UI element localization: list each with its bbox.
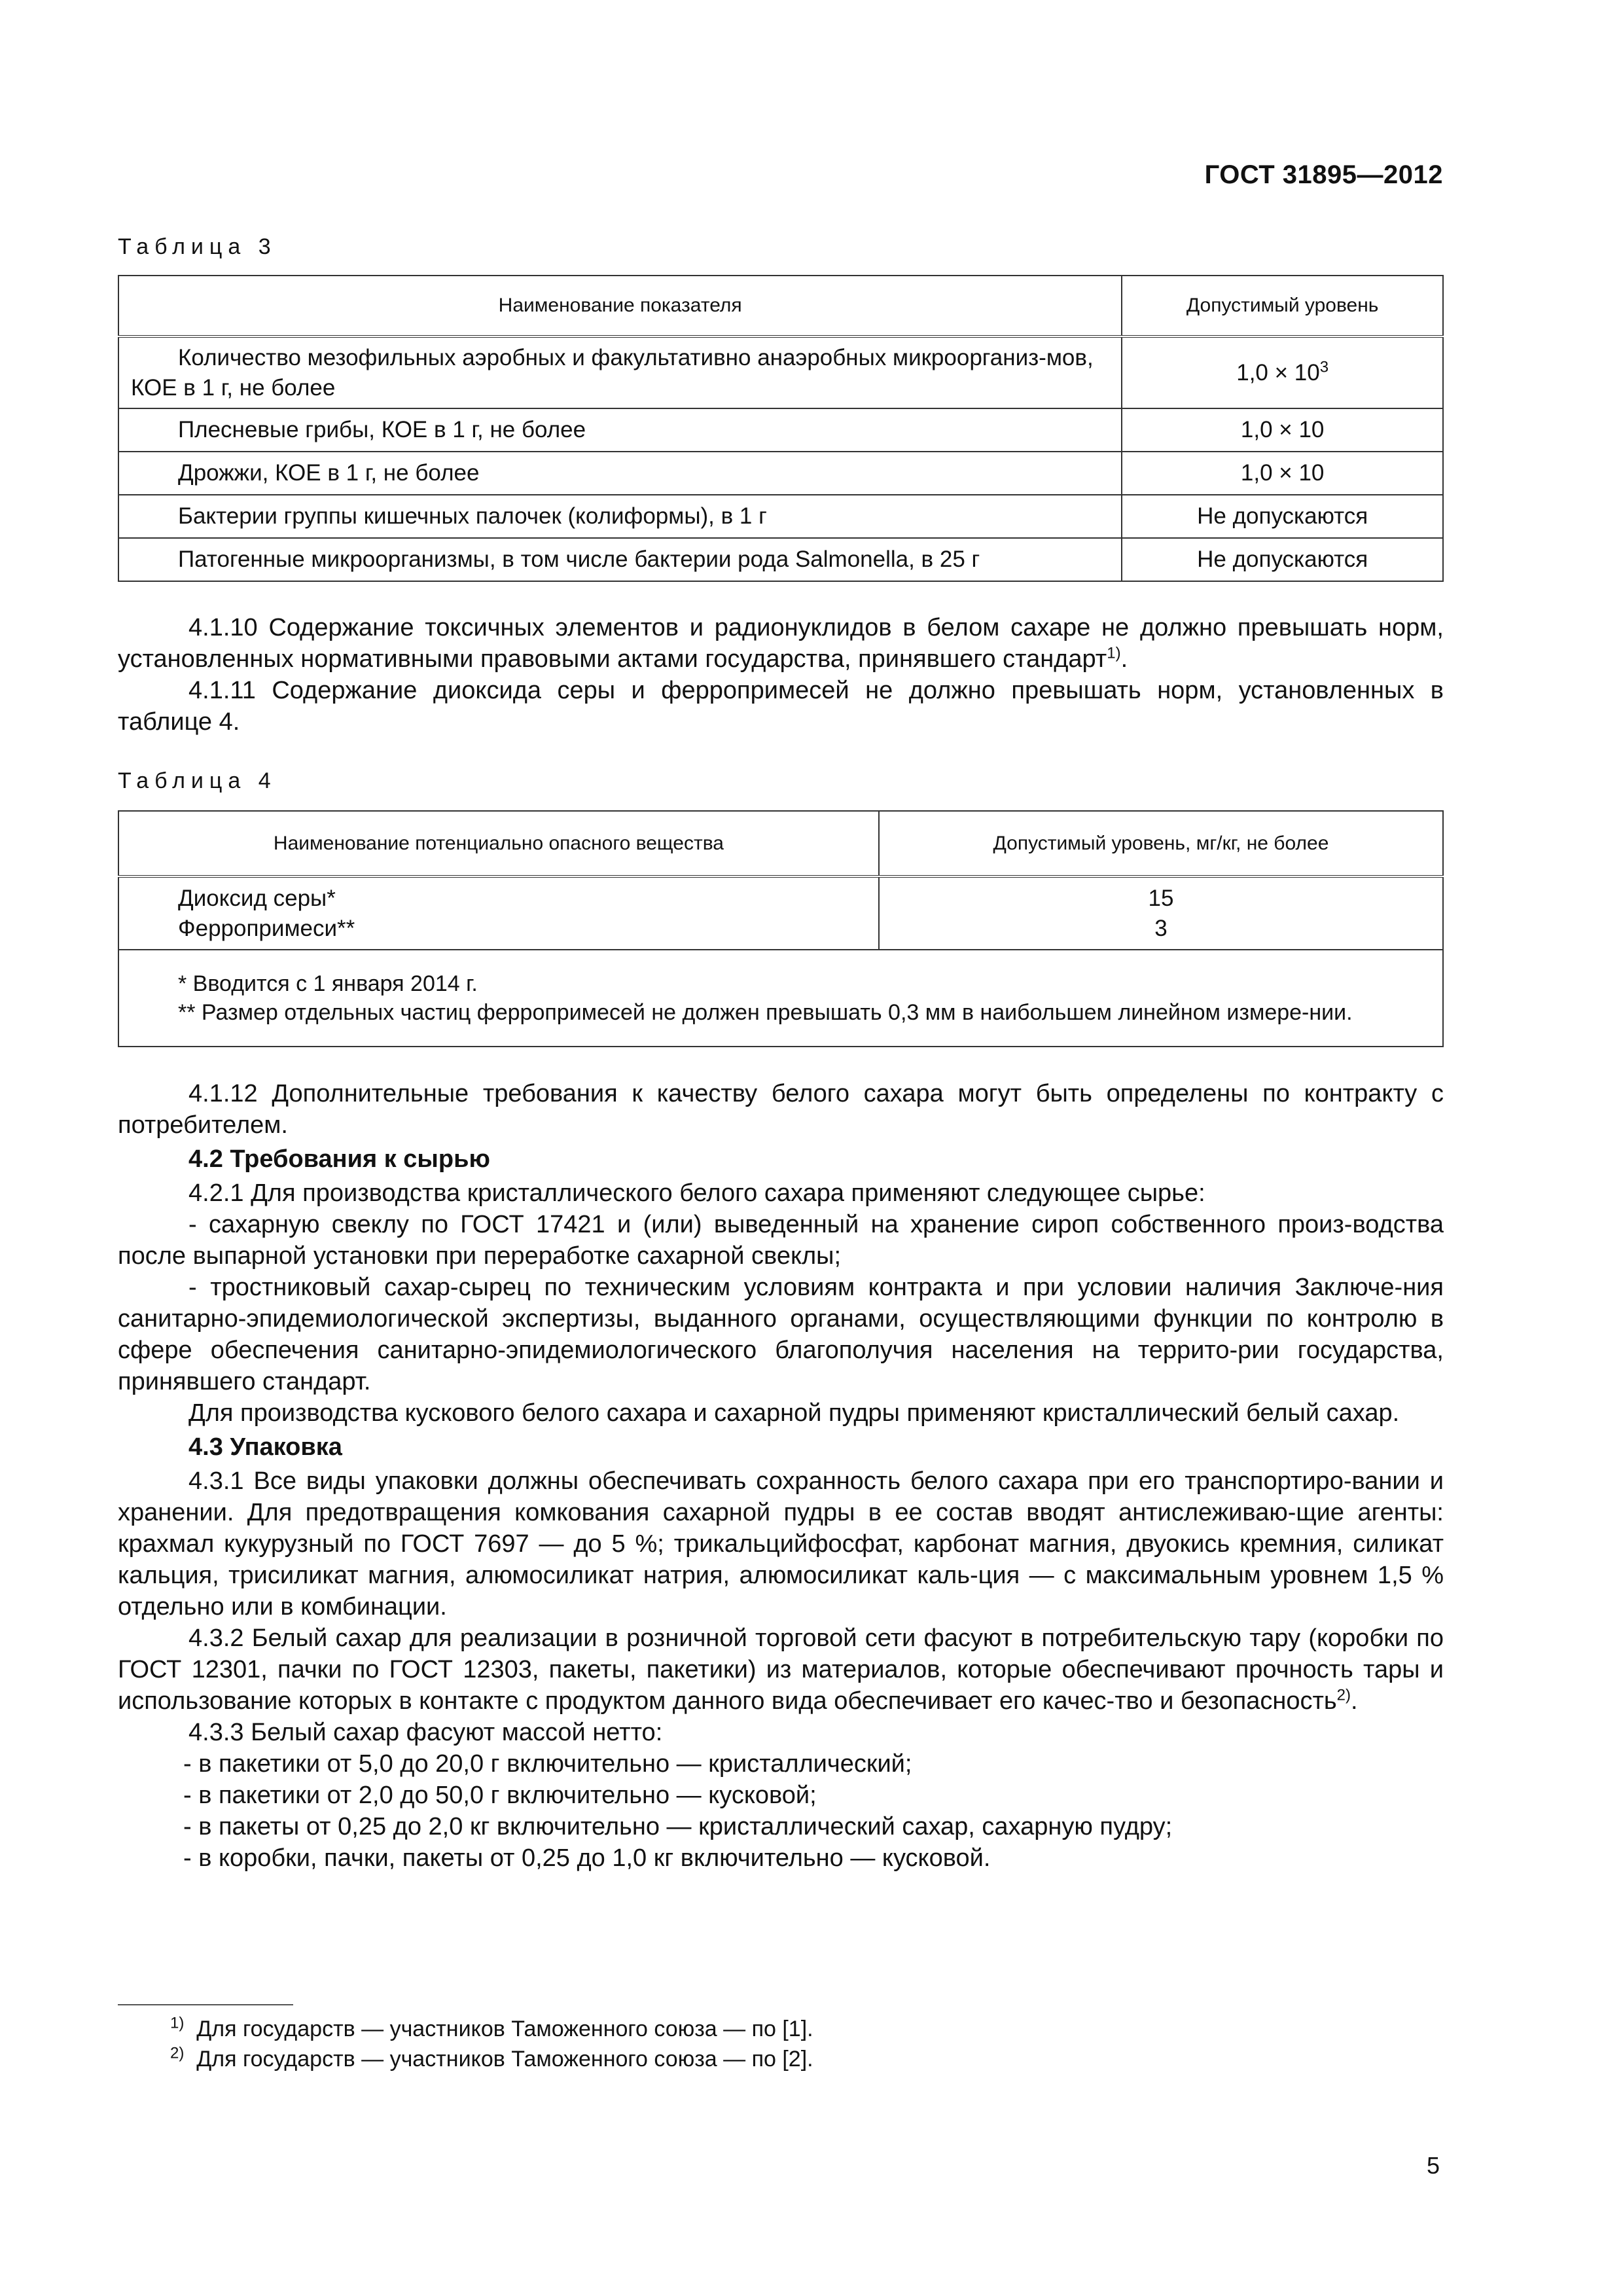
paragraph-4-3-2: 4.3.2 Белый сахар для реализации в розничной торговой сети фасуют в потребительскую тару (коробки по ГОСТ 12301, пачки по ГОСТ 12303, пакеты, пакетики) из материалов, которые обеспечивают прочность тары и использование которых в контакте с продуктом данного вида обеспечивает его качес-тво и безопасность$^{2)}$. (118, 1624, 1444, 1715)
table3-row-value: Не допускаются (1122, 538, 1443, 581)
table-row (118, 876, 1443, 950)
paragraph-4-1-10-text: 4.1.10 Содержание токсичных элементов и радионуклидов в белом сахаре не должно превышать норм, установленных нормативными правовыми актами государства, принявшего стандарт (118, 614, 1444, 673)
table3-row-name: Дрожжи, КОЕ в 1 г, не более (118, 452, 1122, 495)
table3-row-value: 1,0 × 10 (1122, 408, 1443, 452)
table3-row-value (1122, 336, 1443, 408)
table4-caption: Таблица 4 (118, 768, 277, 793)
table4-level-value: 3 (1154, 915, 1168, 941)
table4-substance-name: Ферропримеси** (178, 915, 355, 941)
list-item: - в пакетики от 2,0 до 50,0 г включительно — кусковой; (183, 1782, 817, 1809)
footnote-text: Для государств — участников Таможенного союза — по [1]. (196, 2017, 813, 2041)
table4-note: ** Размер отдельных частиц ферропримесей не должен превышать 0,3 мм в наибольшем линейном измере-нии. (178, 1000, 1353, 1025)
table4-col-name-header: Наименование потенциально опасного вещества (118, 811, 879, 876)
paragraph-4-2-1-b: Для производства кускового белого сахара и сахарной пудры применяют кристаллический белый сахар. (188, 1399, 1400, 1427)
paragraph-4-2-1: 4.2.1 Для производства кристаллического белого сахара применяют следующее сырье: (188, 1179, 1205, 1207)
footnote-ref-2: 2) (1336, 1686, 1351, 1704)
table4-substance-name: Диоксид серы* (178, 885, 336, 911)
document-id-header: ГОСТ 31895—2012 (1204, 160, 1443, 189)
table4 (118, 810, 1444, 1047)
table3-col-name-header: Наименование показателя (118, 276, 1122, 336)
table4-note: * Вводится с 1 января 2014 г. (178, 971, 478, 996)
table-row (118, 408, 1443, 452)
paragraph-4-1-11: 4.1.11 Содержание диоксида серы и ферропримесей не должно превышать норм, установленных в таблице 4. (118, 677, 1444, 736)
page-number: 5 (1426, 2152, 1440, 2179)
footnote (170, 2015, 813, 2043)
footnote-divider (118, 2004, 293, 2005)
paragraph-4-3-1: 4.3.1 Все виды упаковки должны обеспечивать сохранность белого сахара при его транспортиро-вании и хранении. Для предотвращения комкования сахарной пудры в ее состав вводят антислеживаю-щие агенты: крахмал кукурузный по ГОСТ 7697 — до 5 %; трикальцийфосфат, карбонат магния, двуокись кремния, силикат кальция, трисиликат магния, алюмосиликат натрия, алюмосиликат каль-ция — с максимальным уровнем 1,5 % отдельно или в комбинации. (118, 1467, 1444, 1621)
table-row (118, 538, 1443, 581)
footnote-mark: 1) (170, 2014, 185, 2032)
footnote (170, 2045, 813, 2073)
table4-notes (118, 950, 1443, 1047)
table4-header-row (118, 811, 1443, 876)
table4-col-value-header: Допустимый уровень, мг/кг, не более (879, 811, 1443, 876)
list-item: - тростниковый сахар-сырец по техническим условиям контракта и при условии наличия Заключе-ния санитарно-эпидемиологической экспертизы, выданного органами, осуществляющими функции по контролю в сфере обеспечения санитарно-эпидемиологического благополучия населения на террито-рии государства, принявшего стандарт. (118, 1274, 1444, 1395)
text-block-main (118, 1078, 1444, 1874)
table3-row-name: Патогенные микроорганизмы, в том числе бактерии рода Salmonella, в 25 г (118, 538, 1122, 581)
footnote-mark: 2) (170, 2044, 185, 2062)
table4-substances (118, 876, 879, 950)
table3-value-text: 1,0 × 10 (1236, 359, 1320, 386)
paragraph-4-3-3: 4.3.3 Белый сахар фасуют массой нетто: (188, 1719, 663, 1746)
section-heading-4-3: 4.3 Упаковка (188, 1433, 342, 1461)
list-item: - в пакетики от 5,0 до 20,0 г включительно — кристаллический; (183, 1750, 912, 1778)
table3 (118, 275, 1444, 582)
list-item: - сахарную свеклу по ГОСТ 17421 и (или) выведенный на хранение сироп собственного произ-водства после выпарной установки при переработке сахарной свеклы; (118, 1211, 1444, 1270)
footnote-text: Для государств — участников Таможенного союза — по [2]. (196, 2047, 813, 2072)
table3-row-name: Бактерии группы кишечных палочек (колиформы), в 1 г (118, 495, 1122, 538)
table-row (118, 495, 1443, 538)
table-row (118, 336, 1443, 408)
table3-row-value: 1,0 × 10 (1122, 452, 1443, 495)
table3-row-name: Плесневые грибы, КОЕ в 1 г, не более (118, 408, 1122, 452)
footnote-ref-1: 1) (1107, 644, 1121, 662)
list-item: - в пакеты от 0,25 до 2,0 кг включительно — кристаллический сахар, сахарную пудру; (183, 1813, 1173, 1840)
paragraph-4-1-10: 4.1.10 Содержание токсичных элементов и радионуклидов в белом сахаре не должно превышать норм, установленных нормативными правовыми актами государства, принявшего стандарт$^{1)}$. (118, 614, 1444, 673)
table3-caption: Таблица 3 (118, 234, 277, 259)
table4-level-value: 15 (1148, 885, 1174, 911)
table3-value-exponent: 3 (1319, 357, 1329, 376)
table4-levels (879, 876, 1443, 950)
table-row (118, 452, 1443, 495)
text-block-4-1-10 (118, 612, 1444, 738)
table4-notes-row (118, 950, 1443, 1047)
paragraph-4-1-12: 4.1.12 Дополнительные требования к качеству белого сахара могут быть определены по контракту с потребителем. (118, 1080, 1444, 1139)
table3-col-value-header: Допустимый уровень (1122, 276, 1443, 336)
table3-row-value: Не допускаются (1122, 495, 1443, 538)
table3-row-name: Количество мезофильных аэробных и факультативно анаэробных микроорганиз-мов, КОЕ в 1 г, не более (118, 336, 1122, 408)
section-heading-4-2: 4.2 Требования к сырью (188, 1145, 490, 1173)
paragraph-4-3-2-text: 4.3.2 Белый сахар для реализации в розничной торговой сети фасуют в потребительскую тару (коробки по ГОСТ 12301, пачки по ГОСТ 12303, пакеты, пакетики) из материалов, которые обеспечивают прочность тары и использование которых в контакте с продуктом данного вида обеспечивает его качес-тво и безопасность (118, 1624, 1444, 1715)
list-item: - в коробки, пачки, пакеты от 0,25 до 1,0 кг включительно — кусковой. (183, 1844, 991, 1872)
table3-header-row (118, 276, 1443, 336)
